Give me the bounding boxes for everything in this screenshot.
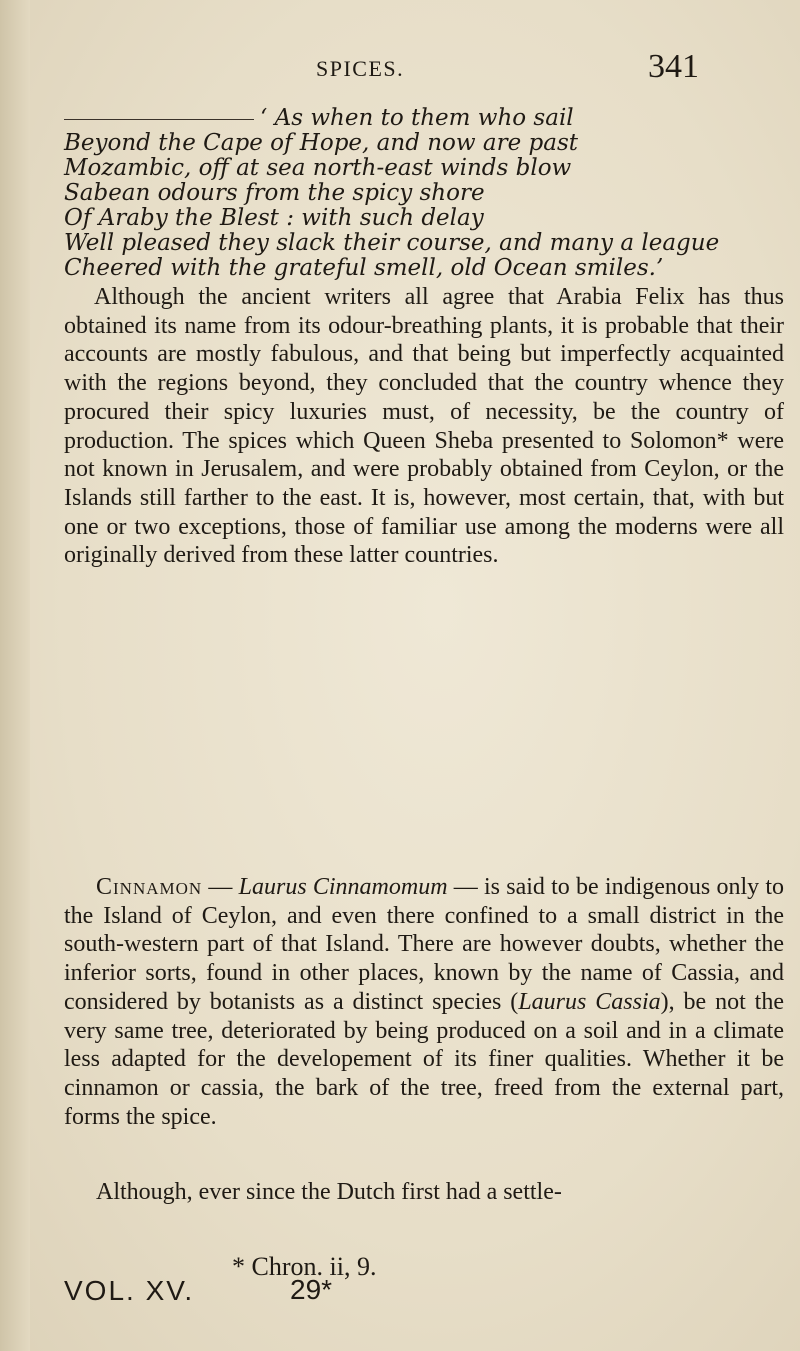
cinnamon-heading: Cinnamon xyxy=(96,874,203,900)
poem-line: Well pleased they slack their course, and many a league xyxy=(64,230,720,256)
paragraph-text: Although, ever since the Dutch first had a settle- xyxy=(96,1179,562,1205)
paragraph-arabia xyxy=(64,283,784,570)
poem-line-text: ‘ As when to them who sail xyxy=(260,105,574,131)
poem-line: Sabean odours from the spicy shore xyxy=(64,180,485,206)
poem-line: Beyond the Cape of Hope, and now are past xyxy=(64,130,578,156)
dash: — xyxy=(202,874,239,900)
paragraph-text: Although the ancient writers all agree that Arabia Felix has thus obtained its name from its odour-breathing plants, it is probable that their accounts are mostly fabulous, and that being but imperfectly acquainted with the regions beyond, they concluded that the country whence they procured their spicy luxuries must, of necessity, be the country of production. The spices which Queen Sheba presented to Solomon* were not known in Jerusalem, and were probably obtained from Ceylon, or the Islands still farther to the east. It is, however, most certain, that, with but one or two exceptions, those of familiar use among the moderns were all originally derived from these latter countries. xyxy=(64,284,784,569)
volume-signature: VOL. XV. xyxy=(64,1275,195,1306)
poem-line: Cheered with the grateful smell, old Ocean smiles.’ xyxy=(64,255,664,281)
paragraph-dutch xyxy=(64,1178,784,1207)
footnote: * Chron. ii, 9. xyxy=(232,1252,377,1281)
paragraph-segment: — is said to be indigenous only to the Island of Ceylon, and even there confined to a small district in the south-western part of that Island. There are however doubts, whether the inferior sorts, found in other places, known by the name of Cassia, and considered by botanists as a distinct species ( xyxy=(64,874,785,1015)
latin-name-cinnamomum: Laurus Cinnamomum xyxy=(238,874,448,900)
poem-line xyxy=(64,106,784,131)
poem-line: Mozambic, off at sea north-east winds blow xyxy=(64,155,572,181)
signature-mark: 29* xyxy=(290,1274,333,1305)
page-number: 341 xyxy=(648,48,699,85)
page-header xyxy=(0,48,800,88)
running-head: SPICES. xyxy=(316,56,405,81)
poem-quotation xyxy=(64,106,784,281)
poem-leading-rule xyxy=(64,119,254,120)
paragraph-segment: ), be not the very same tree, deteriorated by being produced on a soil and in a climate less adapted for the developement of its finer qualities. Whether it be cinnamon or cassia, the bark of the tree, freed from the external part, forms the spice. xyxy=(64,988,785,1130)
paragraph-cinnamon xyxy=(64,873,784,1131)
latin-name-cassia: Laurus Cassia xyxy=(518,988,661,1015)
page-edge-shadow xyxy=(0,0,30,1351)
poem-line: Of Araby the Blest : with such delay xyxy=(64,205,484,231)
paragraph-text xyxy=(64,873,784,1131)
